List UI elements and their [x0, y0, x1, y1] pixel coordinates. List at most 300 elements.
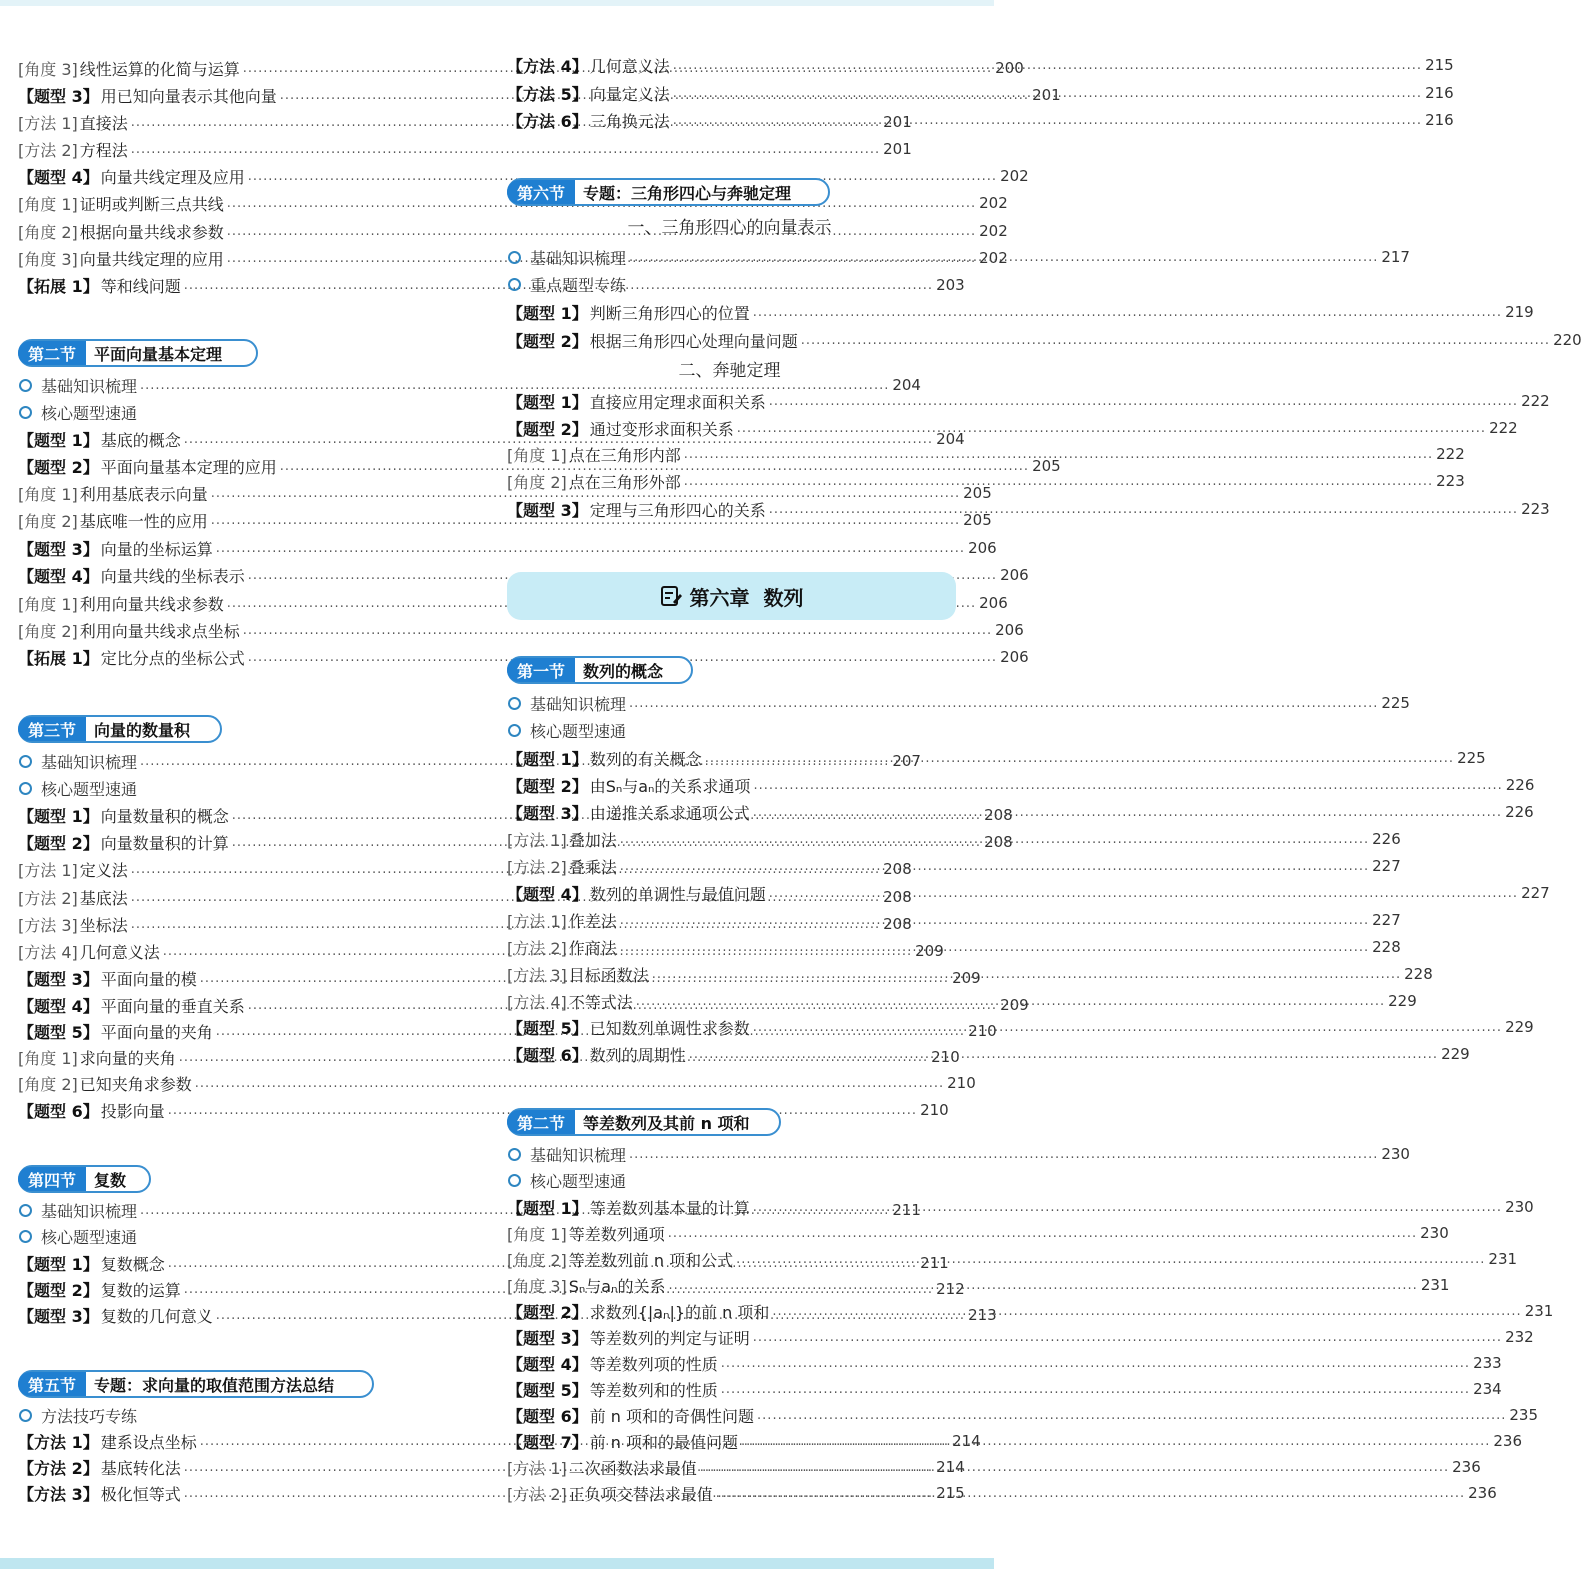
entry-tag: 【题型 4】 — [18, 566, 99, 586]
toc-entry[interactable] — [507, 1324, 1534, 1350]
entry-title: 已知夹角求参数 — [79, 1074, 192, 1094]
toc-subsection[interactable] — [18, 775, 460, 801]
toc-entry[interactable] — [18, 163, 1029, 189]
circle-bullet-icon — [508, 278, 521, 291]
entry-title: 直接应用定理求面积关系 — [589, 392, 766, 412]
subsection-title: 基础知识梳理 — [41, 1201, 138, 1221]
entry-title: 几何意义法 — [79, 942, 160, 962]
toc-entry[interactable] — [507, 907, 1401, 933]
toc-subsection[interactable] — [507, 271, 952, 297]
dot-leader — [721, 1382, 1470, 1397]
page-number: 226 — [1372, 830, 1401, 848]
toc-subsection[interactable] — [18, 1223, 460, 1249]
section-badge: 第三节 — [18, 717, 86, 741]
entry-title: 向量共线定理及应用 — [100, 167, 245, 187]
page-number: 222 — [1436, 445, 1465, 463]
toc-entry[interactable] — [507, 1220, 1449, 1246]
page-number: 230 — [1381, 1145, 1410, 1163]
entry-tag: [方法 3] — [507, 965, 567, 985]
dot-leader — [673, 113, 1422, 128]
entry-tag: 【方法 3】 — [18, 1484, 99, 1504]
page-number: 215 — [936, 1484, 965, 1502]
page-number: 231 — [1488, 1250, 1518, 1268]
page-number: 223 — [1521, 500, 1550, 518]
page-number: 210 — [968, 1022, 997, 1040]
entry-title: 前 n 项和的奇偶性问题 — [589, 1406, 755, 1426]
dot-leader — [772, 1304, 1521, 1319]
dot-leader — [716, 1486, 1465, 1501]
subsection-title: 基础知识梳理 — [41, 376, 138, 396]
entry-title: 目标函数法 — [568, 965, 649, 985]
toc-entry[interactable] — [507, 1041, 1470, 1067]
circle-bullet-icon — [508, 1174, 521, 1187]
page-number: 212 — [936, 1280, 965, 1298]
entry-title: 平面向量的垂直关系 — [100, 996, 245, 1016]
entry-title: 二次函数法求最值 — [568, 1458, 697, 1478]
entry-tag: 【题型 3】 — [18, 1306, 99, 1326]
entry-title: 前 n 项和的最值问题 — [589, 1432, 739, 1452]
page-number: 208 — [984, 833, 1013, 851]
toc-entry[interactable] — [18, 617, 1024, 643]
entry-title: 利用基底表示向量 — [79, 484, 208, 504]
entry-title: 作差法 — [568, 911, 617, 931]
entry-tag: [角度 2] — [18, 222, 78, 242]
entry-tag: [角度 1] — [18, 1048, 78, 1068]
toc-entry[interactable] — [507, 1402, 1539, 1428]
entry-title: 坐标法 — [79, 915, 128, 935]
entry-title: 向量共线定理的应用 — [79, 249, 224, 269]
dot-leader — [673, 58, 1422, 73]
page-number: 219 — [1505, 303, 1534, 321]
entry-title: 平面向量基本定理的应用 — [100, 457, 277, 477]
section-badge: 第二节 — [18, 341, 86, 365]
entry-title: 极化恒等式 — [100, 1484, 181, 1504]
dot-leader — [652, 967, 1401, 982]
page-number: 216 — [1425, 84, 1454, 102]
page-number: 216 — [1425, 111, 1454, 129]
entry-tag: 【题型 2】 — [18, 457, 99, 477]
page-number: 206 — [1000, 566, 1029, 584]
dot-leader — [620, 913, 1369, 928]
entry-title: 通过变形求面积关系 — [589, 419, 734, 439]
entry-title: 基底法 — [79, 888, 128, 908]
entry-title: 根据三角形四心处理向量问题 — [589, 331, 798, 351]
dot-leader — [769, 886, 1518, 901]
entry-title: 平面向量的模 — [100, 969, 197, 989]
entry-tag: 【题型 2】 — [18, 833, 99, 853]
page-number: 227 — [1372, 857, 1401, 875]
entry-title: 等差数列的判定与证明 — [589, 1328, 750, 1348]
dot-leader — [753, 1200, 1502, 1215]
entry-title: 数列的有关概念 — [589, 749, 702, 769]
page-number: 229 — [1441, 1045, 1470, 1063]
entry-title: 复数概念 — [100, 1254, 165, 1274]
page-number: 236 — [1468, 1484, 1497, 1502]
chapter-banner[interactable] — [507, 572, 956, 620]
dot-leader — [736, 1252, 1485, 1267]
page-number: 210 — [947, 1074, 976, 1092]
page-number: 235 — [1509, 1406, 1539, 1424]
entry-tag: 【题型 3】 — [18, 539, 99, 559]
page-number: 202 — [979, 222, 1008, 240]
entry-tag: [方法 2] — [507, 938, 567, 958]
toc-entry[interactable] — [507, 299, 1534, 325]
circle-bullet-icon — [19, 379, 32, 392]
circle-bullet-icon — [19, 1230, 32, 1243]
toc-entry[interactable] — [507, 1480, 1497, 1506]
entry-title: 求向量的夹角 — [79, 1048, 176, 1068]
toc-subsection[interactable] — [18, 1402, 460, 1428]
page-number: 227 — [1372, 911, 1401, 929]
entry-title: 作商法 — [568, 938, 617, 958]
entry-title: 向量数量积的计算 — [100, 833, 229, 853]
toc-entry[interactable] — [18, 535, 997, 561]
page-number: 205 — [963, 511, 992, 529]
dot-leader — [753, 1020, 1502, 1035]
dot-leader — [753, 305, 1502, 320]
toc-entry[interactable] — [18, 1070, 976, 1096]
entry-tag: 【题型 4】 — [18, 167, 99, 187]
page-number: 236 — [1452, 1458, 1481, 1476]
dot-leader — [700, 1460, 1449, 1475]
dot-leader — [684, 474, 1433, 489]
entry-title: 几何意义法 — [589, 56, 670, 76]
toc-entry[interactable] — [18, 562, 1029, 588]
page-number: 231 — [1420, 1276, 1450, 1294]
entry-tag: [方法 2] — [507, 1484, 567, 1504]
dot-leader — [753, 1330, 1502, 1345]
entry-title: 向量数量积的概念 — [100, 806, 229, 826]
edit-note-icon — [660, 585, 682, 607]
entry-title: 等差数列和的性质 — [589, 1380, 718, 1400]
circle-bullet-icon — [508, 1148, 521, 1161]
toc-entry[interactable] — [507, 107, 1454, 133]
dot-leader — [216, 541, 965, 556]
toc-entry[interactable] — [507, 388, 1550, 414]
page-number: 226 — [1505, 803, 1534, 821]
section-badge: 第五节 — [18, 1372, 86, 1396]
dot-leader — [753, 778, 1502, 793]
section-header[interactable] — [18, 1165, 151, 1193]
page-number: 213 — [968, 1306, 997, 1324]
toc-entry[interactable] — [507, 1194, 1534, 1220]
page-number: 223 — [1436, 472, 1465, 490]
toc-entry[interactable] — [507, 1350, 1502, 1376]
toc-subsection[interactable] — [507, 1141, 1410, 1167]
page-number: 205 — [1032, 457, 1061, 475]
toc-entry[interactable] — [507, 880, 1550, 906]
entry-title: 投影向量 — [100, 1101, 165, 1121]
entry-title: 等差数列基本量的计算 — [589, 1198, 750, 1218]
entry-title: 根据向量共线求参数 — [79, 222, 224, 242]
entry-title: 求数列{|aₙ|}的前 n 项和 — [589, 1302, 770, 1322]
dot-leader — [689, 1047, 1438, 1062]
entry-title: 利用向量共线求点坐标 — [79, 621, 240, 641]
entry-tag: [方法 3] — [18, 915, 78, 935]
toc-subsection[interactable] — [507, 1167, 952, 1193]
section-title: 等差数列及其前 n 项和 — [583, 1113, 750, 1133]
dot-leader — [684, 447, 1433, 462]
section-header[interactable] — [507, 656, 693, 684]
circle-bullet-icon — [508, 724, 521, 737]
entry-title: 基底转化法 — [100, 1458, 181, 1478]
page-number: 206 — [995, 621, 1024, 639]
section-title: 专题：三角形四心与奔驰定理 — [583, 183, 792, 203]
entry-tag: [角度 2] — [18, 621, 78, 641]
page-number: 202 — [979, 194, 1008, 212]
section-title: 数列的概念 — [583, 661, 664, 681]
entry-title: 由递推关系求通项公式 — [589, 803, 750, 823]
dot-leader — [620, 859, 1369, 874]
toc-subsection[interactable] — [18, 399, 460, 425]
page-number: 229 — [1505, 1018, 1534, 1036]
entry-title: 用已知向量表示其他向量 — [100, 86, 277, 106]
entry-title: 数列的单调性与最值问题 — [589, 884, 766, 904]
page-number: 209 — [952, 969, 981, 987]
page-number: 225 — [1381, 694, 1410, 712]
page-number: 211 — [892, 1201, 921, 1219]
entry-title: 复数的运算 — [100, 1280, 181, 1300]
dot-leader — [195, 1076, 944, 1091]
entry-tag: [角度 1] — [507, 445, 567, 465]
toc-entry[interactable] — [507, 1272, 1450, 1298]
entry-title: 利用向量共线求参数 — [79, 594, 224, 614]
page-number: 228 — [1404, 965, 1433, 983]
entry-title: Sₙ与aₙ的关系 — [568, 1276, 666, 1296]
page-number: 204 — [936, 430, 965, 448]
entry-tag: 【题型 3】 — [18, 86, 99, 106]
entry-tag: [角度 3] — [18, 59, 78, 79]
page-number: 225 — [1457, 749, 1486, 767]
toc-entry[interactable] — [507, 745, 1486, 771]
page-number: 227 — [1521, 884, 1550, 902]
subsection-title: 核心题型速通 — [530, 721, 627, 741]
dot-leader — [673, 86, 1422, 101]
entry-title: 判断三角形四心的位置 — [589, 303, 750, 323]
entry-title: 数列的周期性 — [589, 1045, 686, 1065]
page-number: 222 — [1489, 419, 1518, 437]
toc-entry[interactable] — [507, 1246, 1518, 1272]
dot-leader — [668, 1278, 1417, 1293]
entry-tag: 【题型 4】 — [507, 884, 588, 904]
entry-tag: 【题型 2】 — [18, 1280, 99, 1300]
toc-entry[interactable] — [18, 644, 1029, 670]
circle-bullet-icon — [19, 406, 32, 419]
entry-tag: [方法 4] — [18, 942, 78, 962]
section-title: 专题：求向量的取值范围方法总结 — [94, 1375, 335, 1395]
section-title: 向量的数量积 — [94, 720, 191, 740]
page-number: 206 — [968, 539, 997, 557]
toc-entry[interactable] — [507, 1454, 1481, 1480]
page-number: 208 — [984, 806, 1013, 824]
section-header[interactable] — [18, 339, 258, 367]
page-number: 231 — [1524, 1302, 1554, 1320]
subsection-title: 核心题型速通 — [530, 1171, 627, 1191]
entry-tag: [角度 1] — [18, 484, 78, 504]
entry-tag: 【题型 1】 — [507, 749, 588, 769]
dot-leader — [629, 696, 1378, 711]
page-number: 207 — [892, 752, 921, 770]
dot-leader — [705, 751, 1454, 766]
entry-title: 向量的坐标运算 — [100, 539, 213, 559]
entry-tag: 【题型 2】 — [507, 776, 588, 796]
dot-leader — [753, 805, 1502, 820]
subsection-title: 方法技巧专练 — [41, 1406, 138, 1426]
page-number: 208 — [883, 860, 912, 878]
page-number: 203 — [936, 276, 965, 294]
page-number: 215 — [1425, 56, 1454, 74]
entry-tag: [角度 2] — [18, 511, 78, 531]
page-number: 232 — [1505, 1328, 1534, 1346]
entry-tag: [角度 2] — [507, 1250, 567, 1270]
entry-tag: 【题型 2】 — [507, 331, 588, 351]
page-number: 201 — [883, 113, 912, 131]
entry-tag: 【题型 7】 — [507, 1432, 588, 1452]
page-number: 201 — [1032, 86, 1061, 104]
entry-title: 三角换元法 — [589, 111, 670, 131]
toc-entry[interactable] — [507, 1376, 1502, 1402]
entry-title: 由Sₙ与aₙ的关系求通项 — [589, 776, 751, 796]
entry-title: 线性运算的化简与运算 — [79, 59, 240, 79]
entry-tag: 【题型 6】 — [18, 1101, 99, 1121]
section-header[interactable] — [18, 715, 222, 743]
toc-subsection[interactable] — [507, 717, 952, 743]
entry-tag: [方法 1] — [507, 911, 567, 931]
entry-tag: [角度 3] — [18, 249, 78, 269]
entry-tag: 【方法 6】 — [507, 111, 588, 131]
entry-tag: [方法 4] — [507, 992, 567, 1012]
page-number: 200 — [995, 59, 1024, 77]
entry-title: 等差数列前 n 项和公式 — [568, 1250, 734, 1270]
page-number: 211 — [920, 1254, 949, 1272]
entry-tag: 【题型 4】 — [18, 996, 99, 1016]
entry-tag: 【题型 5】 — [507, 1380, 588, 1400]
entry-tag: [角度 2] — [507, 472, 567, 492]
dot-leader — [629, 1147, 1378, 1162]
entry-tag: 【题型 1】 — [18, 806, 99, 826]
page-number: 217 — [1381, 248, 1410, 266]
toc-entry[interactable] — [507, 934, 1401, 960]
page-number: 208 — [883, 915, 912, 933]
subsection-title: 核心题型速通 — [41, 1227, 138, 1247]
entry-title: 叠乘法 — [568, 857, 617, 877]
entry-tag: 【题型 1】 — [18, 1254, 99, 1274]
entry-tag: [角度 1] — [507, 1224, 567, 1244]
dot-leader — [737, 421, 1486, 436]
entry-tag: 【题型 1】 — [507, 1198, 588, 1218]
section-header[interactable] — [507, 1108, 781, 1136]
subheading: 一、三角形四心的向量表示 — [627, 217, 832, 238]
entry-tag: 【拓展 1】 — [18, 276, 99, 296]
entry-tag: [方法 1] — [18, 860, 78, 880]
circle-bullet-icon — [19, 1409, 32, 1422]
entry-tag: 【题型 4】 — [507, 1354, 588, 1374]
entry-title: 点在三角形外部 — [568, 472, 681, 492]
page-top-edge — [0, 0, 994, 6]
entry-title: 方程法 — [79, 140, 128, 160]
toc-entry[interactable] — [18, 136, 912, 162]
section-header[interactable] — [18, 1370, 374, 1398]
entry-tag: [角度 3] — [507, 1276, 567, 1296]
entry-tag: 【方法 4】 — [507, 56, 588, 76]
entry-title: 正负项交替法求最值 — [568, 1484, 713, 1504]
page-number: 233 — [1473, 1354, 1502, 1372]
chapter-title: 第六章 数列 — [689, 585, 804, 610]
section-title: 复数 — [94, 1170, 127, 1190]
entry-title: 等和线问题 — [100, 276, 181, 296]
subsection-title: 基础知识梳理 — [530, 1145, 627, 1165]
entry-title: 定义法 — [79, 860, 128, 880]
page-number: 204 — [892, 376, 921, 394]
entry-title: 等差数列通项 — [568, 1224, 665, 1244]
section-title: 平面向量基本定理 — [94, 344, 223, 364]
toc-entry[interactable] — [507, 772, 1535, 798]
dot-leader — [741, 1434, 1490, 1449]
page-number: 206 — [1000, 648, 1029, 666]
entry-tag: 【拓展 1】 — [18, 648, 99, 668]
entry-title: 建系设点坐标 — [100, 1432, 197, 1452]
entry-title: 定理与三角形四心的关系 — [589, 500, 766, 520]
entry-tag: 【方法 5】 — [507, 84, 588, 104]
page-number: 206 — [979, 594, 1008, 612]
entry-tag: 【题型 3】 — [507, 500, 588, 520]
page-number: 210 — [931, 1048, 960, 1066]
circle-bullet-icon — [19, 782, 32, 795]
entry-tag: [角度 1] — [18, 594, 78, 614]
circle-bullet-icon — [19, 1204, 32, 1217]
entry-tag: [角度 2] — [18, 1074, 78, 1094]
entry-tag: 【题型 3】 — [507, 1328, 588, 1348]
entry-title: 基底的概念 — [100, 430, 181, 450]
page-number: 202 — [1000, 167, 1029, 185]
subheading: 二、奔驰定理 — [678, 360, 781, 381]
dot-leader — [769, 394, 1518, 409]
dot-leader — [801, 333, 1550, 348]
dot-leader — [620, 940, 1369, 955]
entry-title: 已知数列单调性求参数 — [589, 1018, 750, 1038]
section-badge: 第六节 — [507, 180, 575, 204]
section-header[interactable] — [507, 178, 830, 206]
entry-tag: 【题型 1】 — [18, 430, 99, 450]
circle-bullet-icon — [508, 251, 521, 264]
entry-tag: 【方法 2】 — [18, 1458, 99, 1478]
subsection-title: 基础知识梳理 — [530, 694, 627, 714]
page-number: 229 — [1388, 992, 1417, 1010]
entry-tag: 【题型 2】 — [507, 419, 588, 439]
page-number: 234 — [1473, 1380, 1502, 1398]
entry-tag: [方法 1] — [507, 830, 567, 850]
entry-tag: [方法 2] — [18, 888, 78, 908]
dot-leader — [769, 502, 1518, 517]
toc-entry[interactable] — [507, 327, 1582, 353]
entry-title: 证明或判断三点共线 — [79, 194, 224, 214]
toc-subsection[interactable] — [18, 372, 921, 398]
dot-leader — [636, 994, 1385, 1009]
entry-title: 定比分点的坐标公式 — [100, 648, 245, 668]
page-number: 208 — [883, 888, 912, 906]
entry-tag: 【题型 1】 — [507, 392, 588, 412]
page-bottom-edge — [0, 1558, 994, 1569]
entry-title: 等差数列项的性质 — [589, 1354, 718, 1374]
page-number: 230 — [1420, 1224, 1449, 1242]
page-number: 214 — [952, 1432, 981, 1450]
page-number: 209 — [915, 942, 944, 960]
dot-leader — [668, 1226, 1417, 1241]
toc-entry[interactable] — [507, 853, 1401, 879]
entry-title: 叠加法 — [568, 830, 617, 850]
toc-subsection[interactable] — [507, 690, 1410, 716]
subsection-title: 核心题型速通 — [41, 779, 138, 799]
